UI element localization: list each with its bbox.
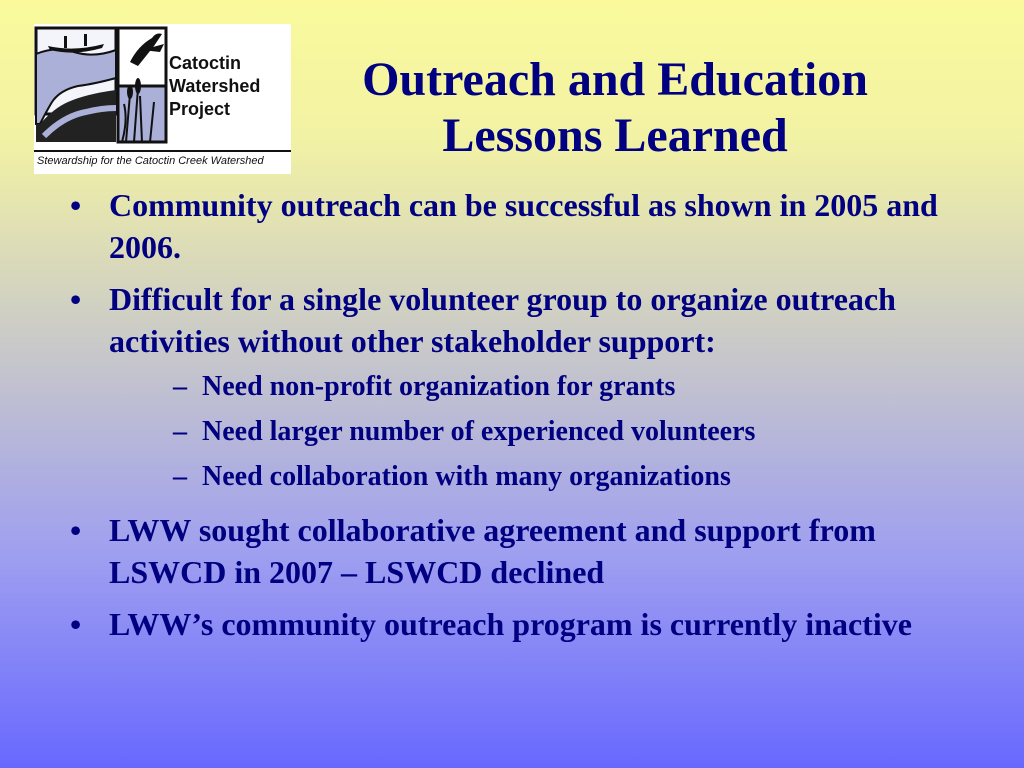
logo-name-line: Catoctin [169, 53, 241, 73]
bullet-item [60, 278, 990, 499]
sub-bullet-list [109, 364, 990, 499]
sub-bullet-text: Need non-profit organization for grants [202, 371, 676, 402]
logo-name-line: Watershed [169, 76, 261, 96]
slide-title-line: Lessons Learned [442, 109, 788, 162]
sub-bullet-marker: – [173, 371, 187, 402]
logo-tagline: Stewardship for the Catoctin Creek Watershed [37, 155, 264, 167]
bullet-text: Difficult for a single volunteer group to organize outreach activities without other stakeholder support: [109, 281, 896, 359]
sub-bullet-item [109, 454, 990, 499]
bullet-item [60, 184, 990, 268]
bullet-item [60, 603, 990, 645]
bullet-marker: • [70, 606, 82, 642]
bullet-item [60, 509, 990, 593]
bullet-marker: • [70, 281, 82, 317]
sub-bullet-item [109, 364, 990, 409]
bullet-list [60, 184, 990, 655]
sub-bullet-marker: – [173, 416, 187, 447]
sub-bullet-text: Need larger number of experienced volunteers [202, 416, 756, 447]
bullet-marker: • [70, 187, 82, 223]
bullet-text: LWW sought collaborative agreement and support from LSWCD in 2007 – LSWCD declined [109, 512, 876, 590]
slide-title [300, 52, 930, 164]
catoctin-watershed-logo [34, 24, 291, 174]
sub-bullet-text: Need collaboration with many organizations [202, 461, 731, 492]
sub-bullet-item [109, 409, 990, 454]
sub-bullet-marker: – [173, 461, 187, 492]
logo-name [169, 52, 287, 121]
slide-title-line: Outreach and Education [362, 53, 868, 106]
bullet-text: Community outreach can be successful as shown in 2005 and 2006. [109, 187, 938, 265]
bullet-text: LWW’s community outreach program is currently inactive [109, 606, 912, 642]
bullet-marker: • [70, 512, 82, 548]
logo-name-line: Project [169, 99, 231, 119]
logo-divider [34, 150, 291, 152]
